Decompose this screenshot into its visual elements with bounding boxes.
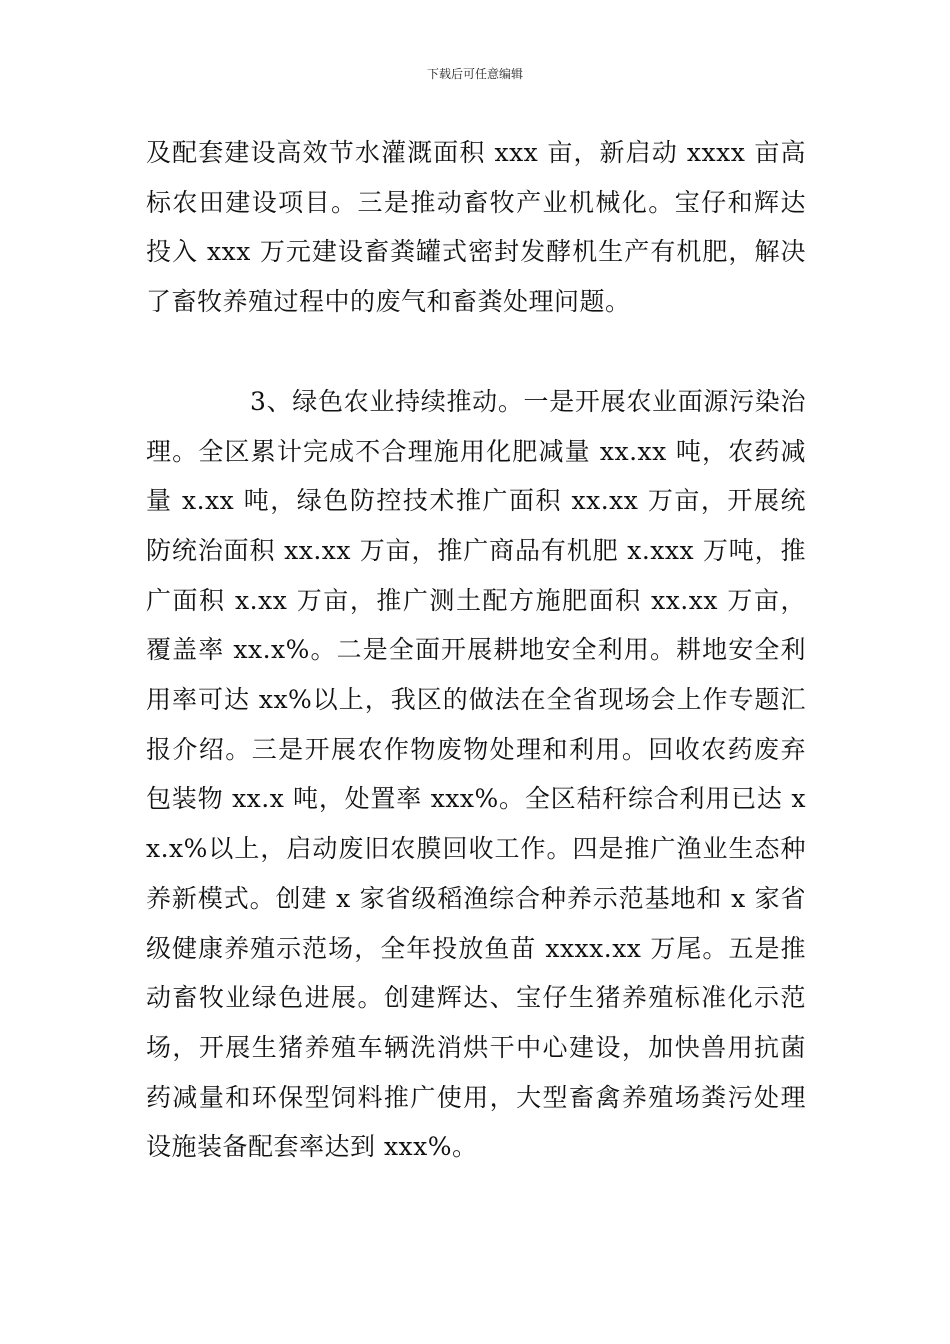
paragraph-continuation: 及配套建设高效节水灌溉面积 xxx 亩，新启动 xxxx 亩高标农田建设项目。三是推动畜牧产业机械化。宝仔和辉达投入 xxx 万元建设畜粪罐式密封发酵机生产有机肥，解决了畜牧养殖过程中的废气和畜粪处理问题。: [146, 138, 806, 317]
page-header: 下载后可任意编辑: [426, 67, 523, 81]
paragraph-green-agriculture: 3、绿色农业持续推动。一是开展农业面源污染治理。全区累计完成不合理施用化肥减量 xx.xx 吨，农药减量 x.xx 吨，绿色防控技术推广面积 xx.xx 万亩，开展统防统治面积 xx.xx 万亩，推广商品有机肥 x.xxx 万吨，推广面积 x.xx 万亩，推广测土配方施肥面积 xx.xx 万亩，覆盖率 xx.x%。二是全面开展耕地安全利用。耕地安全利用率可达 xx%以上，我区的做法在全省现场会上作专题汇报介绍。三是开展农作物废物处理和利用。回收农药废弃包装物 xx.x 吨，处置率 xxx%。全区秸秆综合利用已达 xx.x%以上，启动废旧农膜回收工作。四是推广渔业生态种养新模式。创建 x 家省级稻渔综合种养示范基地和 x 家省级健康养殖示范场，全年投放鱼苗 xxxx.xx 万尾。五是推动畜牧业绿色进展。创建辉达、宝仔生猪养殖标准化示范场，开展生猪养殖车辆洗消烘干中心建设，加快兽用抗菌药减量和环保型饲料推广使用，大型畜禽养殖场粪污处理设施装备配套率达到 xxx%。: [146, 386, 806, 1162]
document-body: [146, 128, 806, 1172]
